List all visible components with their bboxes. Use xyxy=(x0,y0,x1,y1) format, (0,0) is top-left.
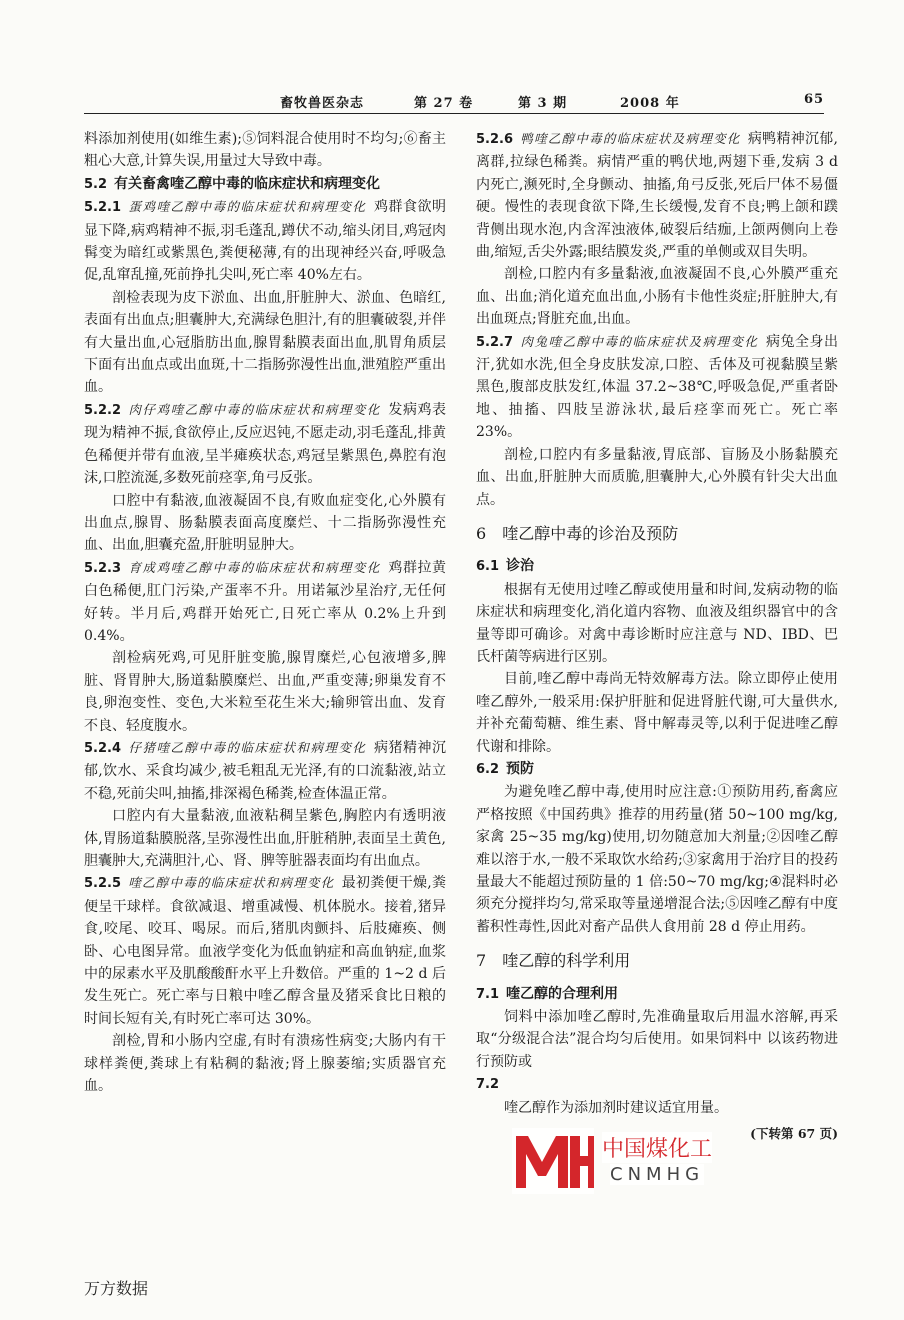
subsection-paragraph xyxy=(84,737,446,805)
section-number: 5.2.6 xyxy=(476,132,514,147)
subsection-title: 鸭喹乙醇中毒的临床症状及病理变化 xyxy=(520,131,741,146)
subsection-heading xyxy=(476,555,838,578)
section-heading xyxy=(476,950,838,972)
section-title: 预防 xyxy=(506,760,535,777)
subsection-heading xyxy=(476,1073,838,1096)
paragraph: 目前,喹乙醇中毒尚无特效解毒方法。除立即停止使用喹乙醇外,一般采用:保护肝脏和促进肾脏代谢,可大量供水,并补充葡萄糖、维生素、肾中解毒灵等,以利于促进喹乙醇代谢和排除。 xyxy=(476,671,838,755)
section-number: 5.2.7 xyxy=(476,334,514,350)
left-column xyxy=(84,128,446,1097)
section-title: 有关畜禽喹乙醇中毒的临床症状和病理变化 xyxy=(114,175,381,192)
section-number: 7.1 xyxy=(476,986,500,1002)
subsection-paragraph xyxy=(84,872,446,1030)
paragraph: 剖检,口腔内有多量黏液,胃底部、盲肠及小肠黏膜充血、出血,肝脏肿大而质脆,胆囊肿大,心外膜有针尖大出血点。 xyxy=(476,446,838,508)
footer-source: 万方数据 xyxy=(84,1279,149,1298)
paragraph: 口腔中有黏液,血液凝固不良,有败血症变化,心外膜有出血点,腺胃、肠黏膜表面高度糜烂、十二指肠弥漫性充血、出血,胆囊充盈,肝脏明显肿大。 xyxy=(84,492,446,554)
running-header xyxy=(84,88,824,114)
header-rule xyxy=(84,113,824,114)
section-title: 诊治 xyxy=(506,558,535,575)
section-title: 喹乙醇中毒的诊治及预防 xyxy=(502,523,679,543)
subsection-title: 喹乙醇中毒的临床症状和病理变化 xyxy=(128,875,335,891)
section-number: 6 xyxy=(476,523,487,543)
subsection-paragraph xyxy=(476,331,838,444)
section-number: 5.2 xyxy=(84,176,108,192)
paragraph: 为避免喹乙醇中毒,使用时应注意:①预防用药,畜禽应严格按照《中国药典》推荐的用药量(猪 50~100 mg/kg,家禽 25~35 mg/kg)使用,切勿随意加大剂量;②因喹乙醇难以溶于水,一般不采取饮水给药;③家禽用于治疗目的投药量最大不能超过预防量的 1 倍:50~70 mg/kg;④混料时必须充分搅拌均匀,常采取等量递增混合法;⑤因喹乙醇有中度蓄积性毒性,因此对畜产品供人食用前 28 d 停止用药。 xyxy=(476,784,838,935)
section-number: 5.2.2 xyxy=(84,402,122,418)
subsection-title: 仔猪喹乙醇中毒的临床症状和病理变化 xyxy=(128,739,367,755)
paragraph: 根据有无使用过喹乙醇或使用量和时间,发病动物的临床症状和病理变化,消化道内容物、血液及组织器官中的含量等即可确诊。对禽中毒诊断时应注意与 ND、IBD、巴氏杆菌等病进行区别。 xyxy=(476,581,838,665)
paragraph: 喹乙醇作为添加剂时建议适宜用量。 xyxy=(504,1099,728,1116)
subsection-title: 肉兔喹乙醇中毒的临床症状及病理变化 xyxy=(520,333,759,349)
subsection-heading xyxy=(84,173,446,196)
subsection-body: 发病鸡表现为精神不振,食欲停止,反应迟钝,不愿走动,羽毛蓬乱,排黄色稀便并带有血液,呈半瘫痪状态,鸡冠呈紫黑色,鼻腔有泡沫,口腔流涎,多数死前痉挛,角弓反张。 xyxy=(84,401,446,487)
subsection-body: 病猪精神沉郁,饮水、采食均减少,被毛粗乱无光泽,有的口流黏液,站立不稳,死前尖叫,抽搐,排深褐色稀粪,检查体温正常。 xyxy=(84,739,446,802)
section-number: 6.2 xyxy=(476,761,500,777)
continued-note: (下转第 67 页) xyxy=(750,1126,838,1142)
section-number: 7 xyxy=(476,951,487,971)
watermark-cn-text: 中国煤化工 xyxy=(602,1132,712,1163)
journal-name: 畜牧兽医杂志 xyxy=(280,96,365,111)
paragraph: 剖检,胃和小肠内空虚,有时有溃疡性病变;大肠内有干球样粪便,粪球上有粘稠的黏液;肾上腺萎缩;实质器官充血。 xyxy=(84,1033,446,1095)
subsection-title: 蛋鸡喹乙醇中毒的临床症状和病理变化 xyxy=(128,199,367,215)
subsection-heading xyxy=(476,983,838,1006)
subsection-paragraph xyxy=(84,196,446,287)
section-number: 6.1 xyxy=(476,559,500,575)
watermark xyxy=(512,1128,752,1200)
subsection-body: 病鸭精神沉郁,离群,拉绿色稀粪。病情严重的鸭伏地,两翅下垂,发病 3 d 内死亡,濒死时,全身颤动、抽搐,角弓反张,死后尸体不易僵硬。慢性的表现食欲下降,生长缓慢,发育不良;鸭上颌和蹼背侧出现水泡,内含浑浊液体,破裂后结痂,上颌两侧向上卷曲,缩短,舌尖外露;眼结膜发炎,严重的单侧或双目失明。 xyxy=(476,131,838,261)
paragraph: 饲料中添加喹乙醇时,先准确量取后用温水溶解,再采取“分级混合法”混合均匀后使用。如果饲料中 以该药物进行预防或 xyxy=(476,1009,838,1070)
subsection-title: 育成鸡喹乙醇中毒的临床症状和病理变化 xyxy=(128,559,381,575)
paragraph: 口腔内有大量黏液,血液粘稠呈紫色,胸腔内有透明液体,胃肠道黏膜脱落,呈弥漫性出血,肝脏稍肿,表面呈土黄色,胆囊肿大,充满胆汁,心、肾、脾等脏器表面均有出血点。 xyxy=(84,808,446,869)
subsection-paragraph xyxy=(84,557,446,648)
section-number: 5.2.4 xyxy=(84,740,122,756)
section-title: 喹乙醇的合理利用 xyxy=(506,985,619,1002)
subsection-paragraph xyxy=(476,128,838,263)
section-number: 5.2.5 xyxy=(84,876,122,892)
paragraph: 剖检表现为皮下淤血、出血,肝脏肿大、淤血、色暗红,表面有出血点;胆囊肿大,充满绿色胆汁,有的胆囊破裂,并伴有大量出血,心冠脂肪出血,腺胃黏膜表面出血,肌胃角质层下面有出血点或出血斑,十二指肠弥漫性出血,泄殖腔严重出血。 xyxy=(84,289,446,396)
subsection-body: 鸡群食欲明显下降,病鸡精神不振,羽毛蓬乱,蹲伏不动,缩头闭目,鸡冠肉髯变为暗红或紫黑色,粪便秘薄,有的出现神经兴奋,呼吸急促,乱窜乱撞,死前挣扎尖叫,死亡率 40%左右。 xyxy=(84,199,446,284)
paragraph: 剖检,口腔内有多量黏液,血液凝固不良,心外膜严重充血、出血;消化道充血出血,小肠有卡他性炎症;肝脏肿大,有出血斑点;肾脏充血,出血。 xyxy=(476,266,838,328)
section-number: 5.2.1 xyxy=(84,200,122,216)
section-title: 喹乙醇的科学利用 xyxy=(502,951,631,971)
section-heading xyxy=(476,523,838,545)
year: 2008 年 xyxy=(620,96,680,111)
subsection-body: 病兔全身出汗,犹如水洗,但全身皮肤发凉,口腔、舌体及可视黏膜呈紫黑色,腹部皮肤发红,体温 37.2~38℃,呼吸急促,严重者卧地、抽搐、四肢呈游泳状,最后痉挛而死亡。死亡率 23%。 xyxy=(476,333,838,441)
right-column xyxy=(476,128,838,1145)
page-number: 65 xyxy=(804,92,825,107)
issue: 第 3 期 xyxy=(518,96,568,111)
section-number: 5.2.3 xyxy=(84,560,122,576)
subsection-heading xyxy=(476,758,838,781)
subsection-title: 肉仔鸡喹乙醇中毒的临床症状和病理变化 xyxy=(128,401,381,417)
watermark-en-text: CNMHG xyxy=(610,1164,705,1185)
subsection-paragraph xyxy=(84,399,446,490)
section-number: 7.2 xyxy=(476,1077,500,1093)
subsection-body: 最初粪便干燥,粪便呈干球样。食欲减退、增重减慢、机体脱水。接着,猪异食,咬尾、咬耳、喝尿。而后,猪肌肉颤抖、后肢瘫痪、侧卧、心电图异常。血液学变化为低血钠症和高血钠症,血浆中的尿素水平及肌酸酸酐水平上升数倍。严重的 1~2 d 后发生死亡。死亡率与日粮中喹乙醇含量及猪采食比日粮的时间长短有关,有时死亡率可达 30%。 xyxy=(84,875,446,1027)
paragraph: 剖检病死鸡,可见肝脏变脆,腺胃糜烂,心包液增多,脾脏、肾胃肿大,肠道黏膜糜烂、出血,严重变薄;卵巢发育不良,卵泡变性、变色,大米粒至花生米大;输卵管出血、发育不良、轻度腹水。 xyxy=(84,650,446,734)
watermark-logo-icon xyxy=(512,1128,594,1194)
paragraph: 料添加剂使用(如维生素);⑤饲料混合使用时不均匀;⑥畜主粗心大意,计算失误,用量过大导致中毒。 xyxy=(84,131,446,170)
volume: 第 27 卷 xyxy=(414,96,474,111)
subsection-body: 鸡群拉黄白色稀便,肛门污染,产蛋率不升。用诺氟沙星治疗,无任何好转。半月后,鸡群开始死亡,日死亡率从 0.2%上升到 0.4%。 xyxy=(84,559,446,644)
